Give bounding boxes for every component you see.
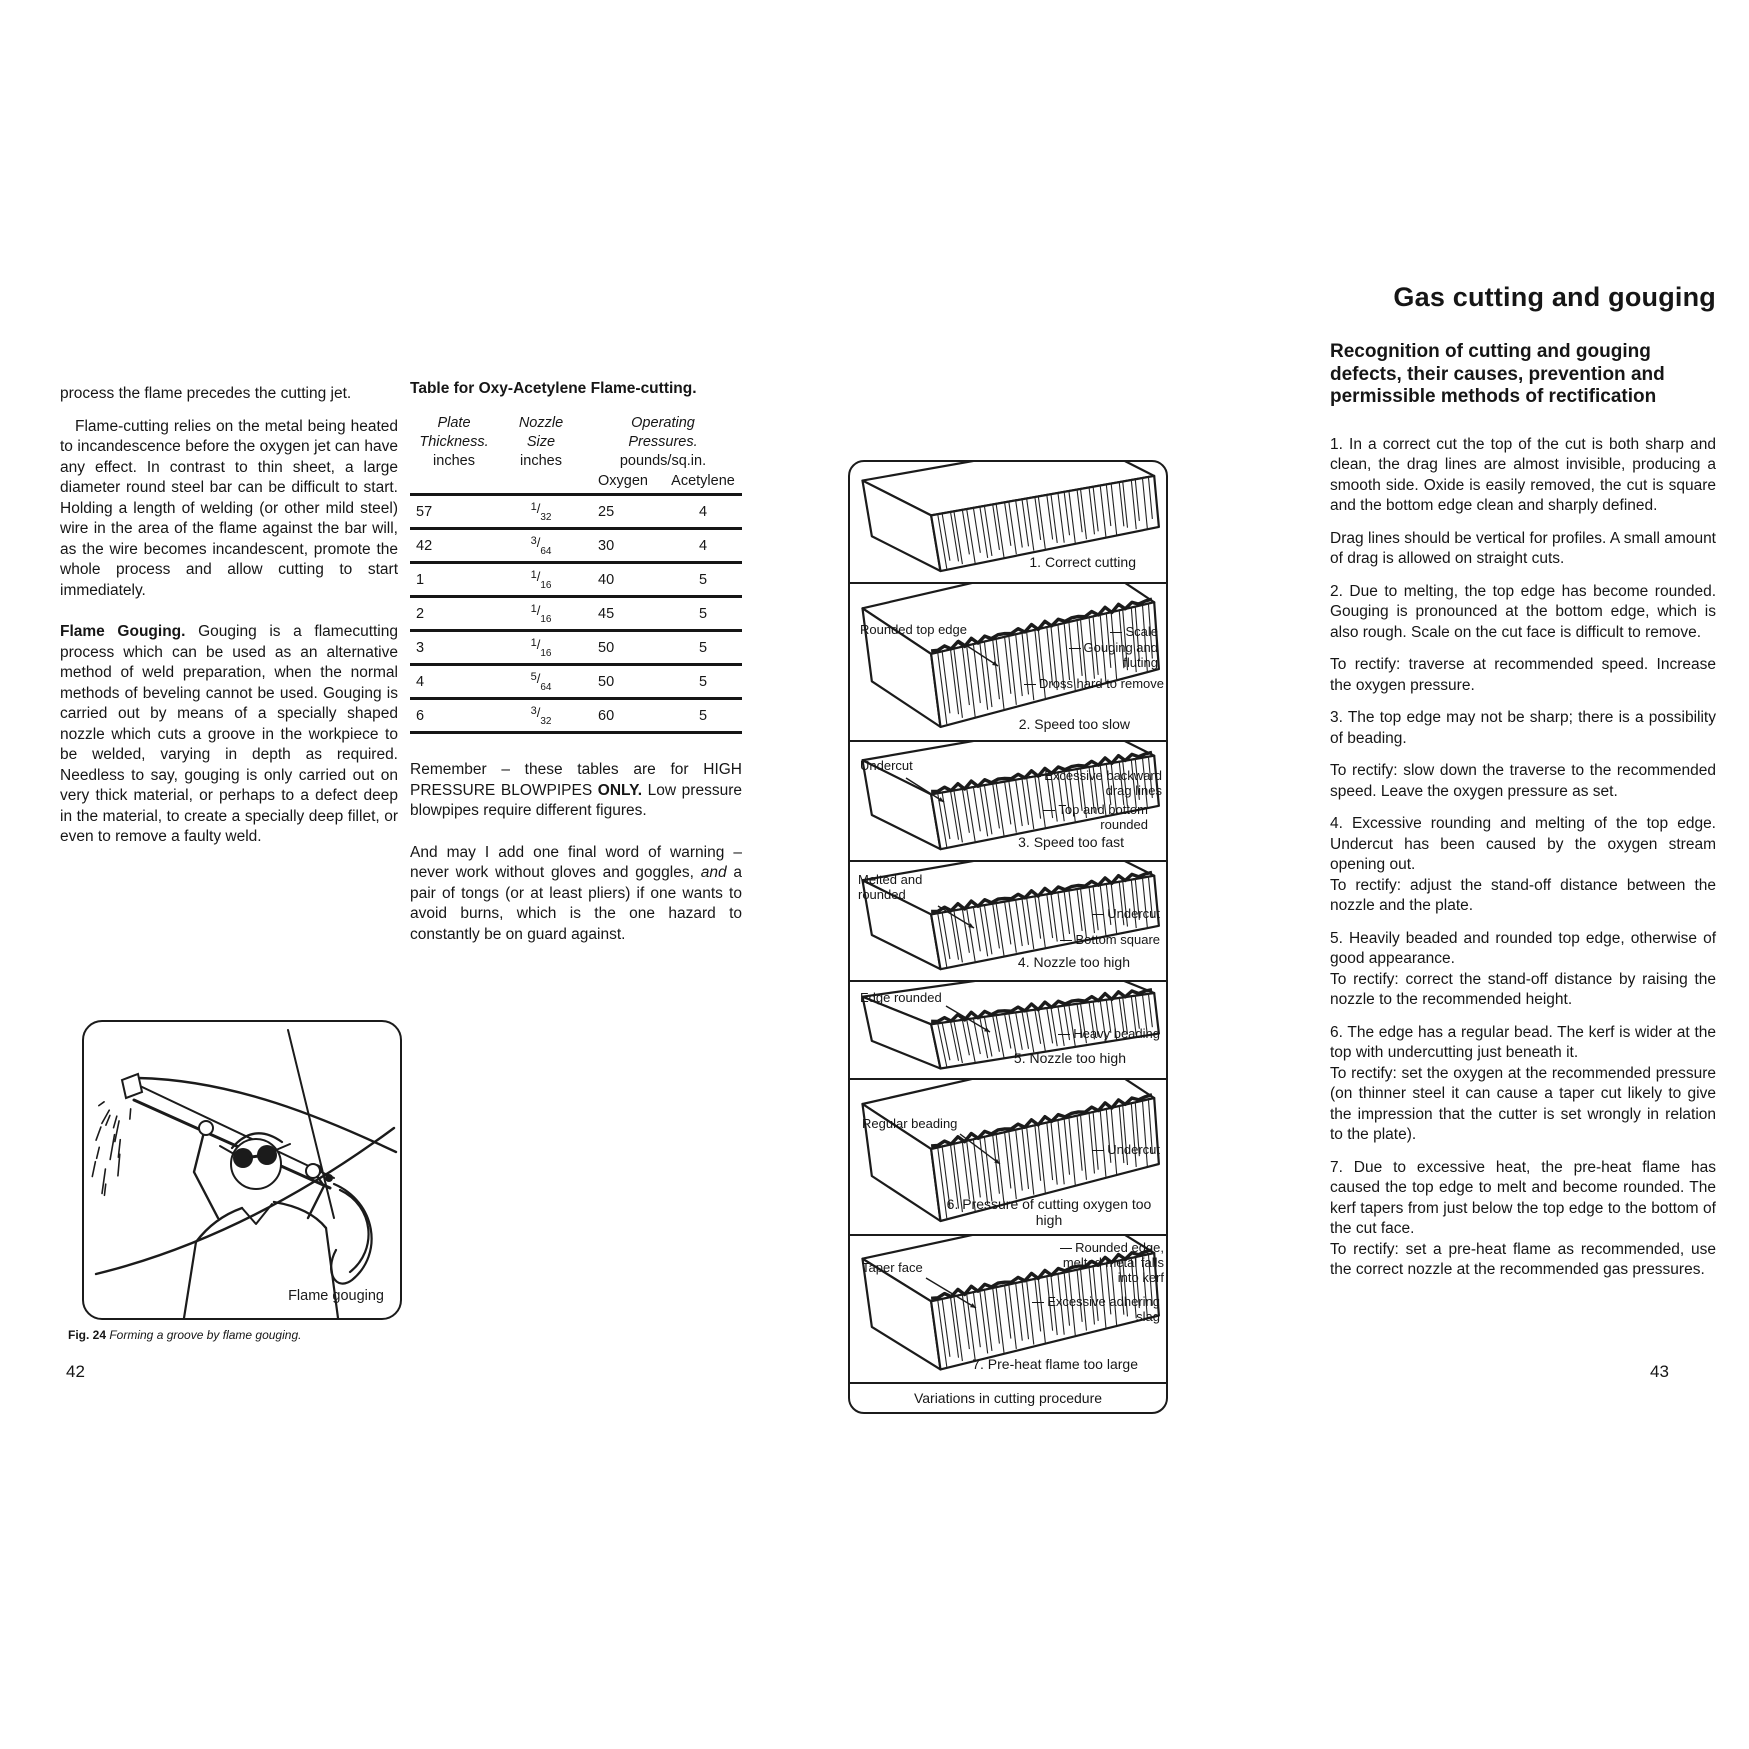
left-page-column-2 [410,380,742,957]
flame-gouging-illustration [84,1022,400,1318]
table-row: 1 $^1$ $/_{16}$ 40 5 [410,564,742,598]
panel-nozzle-too-high-rounded [850,982,1166,1080]
table-row: 57 $^1$ $/_{32}$ 25 4 [410,496,742,530]
header-operating-pressures: Operating Pressures. pounds/sq.in. [619,415,707,469]
item-5-rectify: To rectify: correct the stand-off distance by raising the nozzle to the recommended height. [1330,970,1716,1008]
label-gouging-and-fluting: Gouging and fluting [1050,640,1158,670]
label-excessive-drag-lines: Excessive backward drag lines [1024,768,1162,798]
right-page-column [1330,282,1716,1293]
item-5: 5. Heavily beaded and rounded top edge, otherwise of good appearance. [1330,929,1716,967]
label-undercut: Undercut [1092,906,1160,921]
subheader-acetylene: Acetylene [671,473,735,489]
label-rounded-edge-melted-metal: Rounded edge, melted metal falls into kerf [1042,1240,1164,1285]
paragraph-warning: And may I add one final word of warning – never work without gloves and goggles, and a pair of tongs (or at least pliers) if one wants to avoid burns, which is the one hazard to constantly be on guard against. [410,843,743,943]
paragraph-cutting-jet: process the flame precedes the cutting jet. [60,385,352,402]
panel-speed-too-slow [850,584,1166,742]
label-rounded-top-edge: Rounded top edge [860,622,967,637]
label-undercut: Undercut [1092,1142,1160,1157]
item-3-rectify: To rectify: slow down the traverse to the recommended speed. Leave the oxygen pressure as set. [1330,762,1716,800]
nozzle-fraction: $^3$ $/_{32}$ [531,708,552,724]
flame-gouging-lead: Flame Gouging. [60,623,186,640]
table-title: Table for Oxy-Acetylene Flame-cutting. [410,380,697,397]
nozzle-fraction: $^1$ $/_{16}$ [531,572,552,588]
table-row: 42 $^3$ $/_{64}$ 30 4 [410,530,742,564]
label-regular-beading: Regular beading [862,1116,958,1131]
panel-nozzle-too-high-melted [850,862,1166,982]
table-subheader [410,471,742,496]
item-4-rectify: To rectify: adjust the stand-off distance between the nozzle and the plate. [1330,876,1716,914]
panel-preheat-flame-too-large [850,1236,1166,1384]
label-bottom-square: Bottom square [1060,932,1160,947]
flame-cutting-table [410,414,742,734]
figure-24-caption: Fig. 24 Forming a groove by flame gouging. [68,1328,302,1342]
table-row: 4 $^5$ $/_{64}$ 50 5 [410,666,742,700]
table-row: 3 $^1$ $/_{16}$ 50 5 [410,632,742,666]
panel-speed-too-fast [850,742,1166,862]
paragraph-remember: Remember – these tables are for HIGH PRESSURE BLOWPIPES ONLY. Low pressure blowpipes require different figures. [410,761,742,819]
label-edge-rounded: Edge rounded [860,990,942,1005]
item-6: 6. The edge has a regular bead. The kerf is wider at the top with undercutting just beneath it. [1330,1023,1716,1061]
nozzle-fraction: $^5$ $/_{64}$ [531,674,552,690]
label-top-bottom-rounded: Top and bottom rounded [1020,802,1148,832]
panel-caption: 6. Pressure of cutting oxygen too high [946,1196,1152,1228]
item-7-rectify: To rectify: set a pre-heat flame as recommended, use the correct nozzle at the recommended gas pressures. [1330,1240,1716,1278]
item-6-rectify: To rectify: set the oxygen at the recommended pressure (on thinner steel it can cause a taper cut likely to give the impression that the cutter is set wrongly in relation to the plate). [1330,1064,1716,1143]
label-melted-and-rounded: Melted and rounded [858,872,923,902]
table-row: 2 $^1$ $/_{16}$ 45 5 [410,598,742,632]
item-3: 3. The top edge may not be sharp; there is a possibility of beading. [1330,709,1716,747]
table-header [410,414,742,471]
item-4: 4. Excessive rounding and melting of the top edge. Undercut has been caused by the oxygen stream opening out. [1330,815,1716,873]
header-plate-thickness: Plate Thickness. inches [419,415,489,469]
page-number-right: 43 [1650,1362,1669,1381]
paragraph-flame-gouging [60,622,398,848]
nozzle-fraction: $^1$ $/_{16}$ [531,606,552,622]
cutting-variations-figure [848,460,1168,1414]
panel-caption: 2. Speed too slow [1018,716,1130,732]
left-page-column-1 [60,384,398,860]
label-taper-face: Taper face [862,1260,923,1275]
item-2-rectify: To rectify: traverse at recommended speed. Increase the oxygen pressure. [1330,656,1716,694]
table-row: 6 $^3$ $/_{32}$ 60 5 [410,700,742,734]
label-excessive-adhering-slag: Excessive adhering slag [1018,1294,1160,1324]
item-2: 2. Due to melting, the top edge has become rounded. Gouging is pronounced at the bottom edge, which is also rough. Scale on the cut face is difficult to remove. [1330,582,1716,641]
subheader-oxygen: Oxygen [598,473,648,489]
label-undercut: Undercut [860,758,913,773]
nozzle-fraction: $^1$ $/_{16}$ [531,640,552,656]
figure-inner-label: Flame gouging [288,1288,384,1304]
paragraph-flame-cutting: Flame-cutting relies on the metal being heated to incandescence before the oxygen jet can have any effect. In contrast to thin sheet, a large diameter round steel bar can be difficult to start. Holding a length of welding (or other mild steel) wire in the area of the flame against the bar will, as the wire becomes incandescent, promote the whole process and allow cutting to start immediately. [60,417,398,599]
figure-footer-label: Variations in cutting procedure [913,1390,1103,1406]
label-heavy-beading: Heavy beading [1058,1026,1160,1041]
page-number-left: 42 [66,1362,85,1381]
label-scale: Scale [1110,624,1158,639]
nozzle-fraction: $^1$ $/_{32}$ [531,504,552,520]
panel-caption: 7. Pre-heat flame too large [972,1356,1138,1372]
panel-caption: 1. Correct cutting [1029,554,1136,570]
panel-caption: 4. Nozzle too high [1017,954,1130,970]
figure-24-flame-gouging-drawing [82,1020,402,1320]
panel-correct-cutting [850,462,1166,584]
item-7: 7. Due to excessive heat, the pre-heat flame has caused the top edge to melt and become rounded. The kerf tapers from just below the top edge to the bottom of the cut face. [1330,1158,1716,1237]
label-dross-hard-to-remove: Dross hard to remove [994,676,1164,691]
item-1: 1. In a correct cut the top of the cut is both sharp and clean, the drag lines are almost invisible, producing a smooth side. Oxide is easily removed, the cut is square and the bottom edge clean and sharply defined. [1330,435,1716,514]
nozzle-fraction: $^3$ $/_{64}$ [531,538,552,554]
flame-gouging-body: Gouging is a flamecutting process which can be used as an alternative method of weld preparation, when the normal methods of beveling cannot be used. Gouging is carried out by means of a specially shaped nozzle which cuts a groove in the workpiece to be welded, varying in depth as required. Needless to say, gouging is only carried out on very thick material, or perhaps to a defect deep in the material, to create a specially deep fillet, or even to remove a faulty weld. [60,623,398,845]
header-nozzle-size: Nozzle Size inches [518,415,564,469]
item-1-note: Drag lines should be vertical for profiles. A small amount of drag is allowed on straight cuts. [1330,529,1716,567]
panel-oxygen-pressure-too-high [850,1080,1166,1236]
section-subtitle: Recognition of cutting and gouging defects, their causes, prevention and permissible methods of rectification [1330,341,1665,407]
page-title: Gas cutting and gouging [1393,282,1716,312]
panel-caption: 5. Nozzle too high [1013,1050,1126,1066]
panel-caption: 3. Speed too fast [1018,834,1124,850]
